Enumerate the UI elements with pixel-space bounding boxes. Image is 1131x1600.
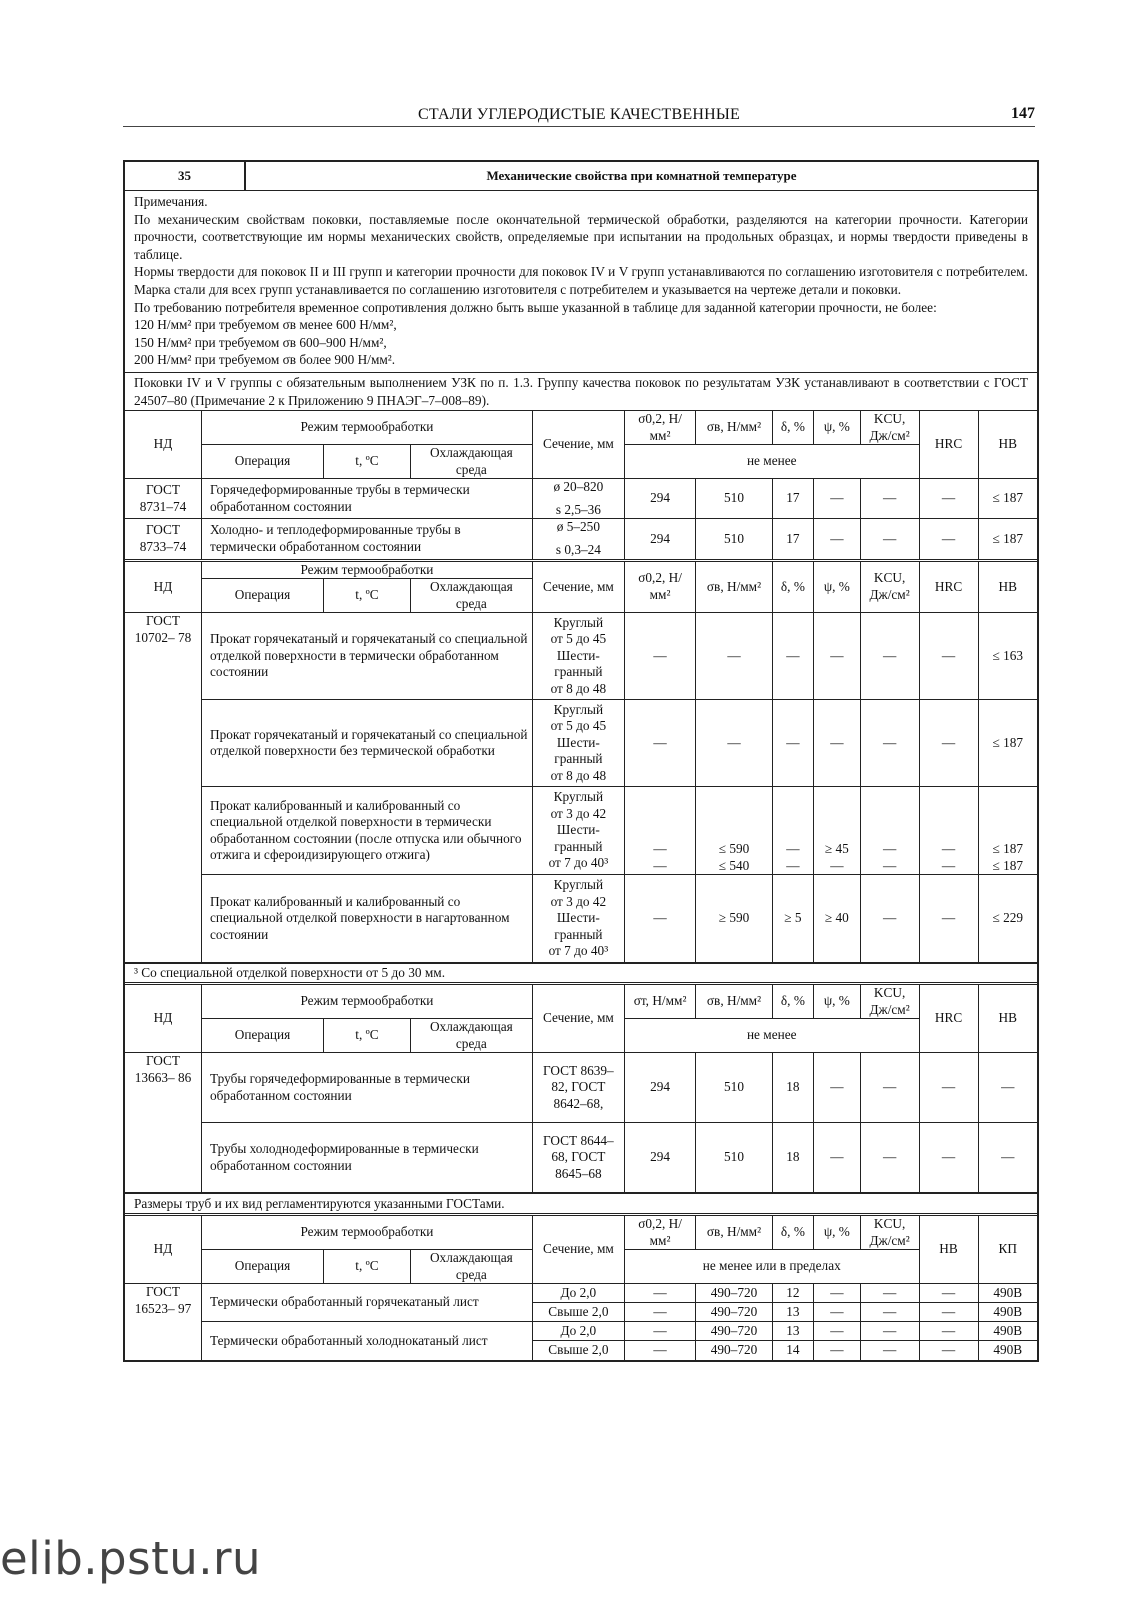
value-cell: —	[624, 700, 695, 787]
operation-cell: Прокат горячекатаный и горячекатаный со специальной отделкой поверхности без термической обработки	[202, 700, 533, 787]
table-rolled-10702	[125, 562, 1037, 965]
value-cell: —	[919, 1123, 978, 1193]
col-mode: Режим термообработки	[202, 985, 533, 1019]
value-cell: 510	[696, 519, 773, 559]
notes-heading: Примечания.	[134, 194, 208, 209]
col-temp: t, ºC	[324, 1250, 411, 1284]
col-medium: Охлаждающая среда	[410, 445, 532, 479]
col-delta: δ, %	[772, 985, 813, 1019]
page-number: 147	[1011, 105, 1035, 122]
value-cell: —	[860, 1284, 919, 1303]
value-cell: —	[978, 1053, 1037, 1123]
value-cell: —	[624, 1284, 695, 1303]
nd-cell: ГОСТ 16523– 97	[125, 1284, 202, 1360]
col-temp: t, ºC	[324, 579, 411, 613]
note-paragraph: По требованию потребителя временное сопротивления должно быть выше указанной в таблице для заданной категории прочности, не более:	[134, 299, 937, 315]
value-cell: 294	[624, 1053, 695, 1123]
value-cell: ≤ 187	[978, 479, 1037, 519]
col-operation: Операция	[202, 1250, 324, 1284]
operation-cell: Трубы горячедеформированные в термически обработанном состоянии	[202, 1053, 533, 1123]
section-cell: ø 20–820 s 2,5–36	[532, 479, 624, 519]
col-delta: δ, %	[772, 562, 813, 613]
col-hb: HB	[978, 411, 1037, 479]
pipes-size-note: Размеры труб и их вид регламентируются указанными ГОСТами.	[125, 1194, 1037, 1216]
col-hb: HB	[978, 985, 1037, 1053]
col-psi: ψ, %	[814, 562, 861, 613]
col-hrc: HRC	[919, 411, 978, 479]
table-pipes-13663	[125, 985, 1037, 1194]
value-cell: —	[860, 875, 919, 963]
operation-cell: Горячедеформированные трубы в термически обработанном состоянии	[202, 479, 533, 519]
section-cell: ГОСТ 8644–68, ГОСТ 8645–68	[532, 1123, 624, 1193]
value-cell: 17	[772, 519, 813, 559]
value-cell: 490В	[978, 1322, 1037, 1341]
value-cell: —	[772, 700, 813, 787]
col-psi: ψ, %	[814, 985, 861, 1019]
value-cell: —	[919, 479, 978, 519]
col-kcu: KCU, Дж/см²	[860, 985, 919, 1019]
col-temp: t, ºC	[324, 1019, 411, 1053]
section-cell: До 2,0	[532, 1322, 624, 1341]
value-cell: —	[624, 1341, 695, 1360]
col-psi: ψ, %	[814, 1216, 861, 1250]
value-cell: —	[919, 613, 978, 700]
value-cell: 490–720	[696, 1322, 773, 1341]
value-cell: 510	[696, 1053, 773, 1123]
section-cell: Круглый от 5 до 45 Шести- гранный от 8 до 48	[532, 613, 624, 700]
value-cell: 294	[624, 519, 695, 559]
value-cell: —	[814, 1322, 861, 1341]
value-cell: ≤ 163	[978, 613, 1037, 700]
value-cell: —	[814, 1053, 861, 1123]
value-cell: ≤ 187 ≤ 187	[978, 787, 1037, 875]
col-mode: Режим термообработки	[202, 411, 533, 445]
value-cell: —	[919, 875, 978, 963]
col-operation: Операция	[202, 445, 324, 479]
nd-cell: ГОСТ 8733–74	[125, 519, 202, 559]
value-cell: 490–720	[696, 1341, 773, 1360]
value-cell: —	[919, 1322, 978, 1341]
value-cell: —	[814, 1303, 861, 1322]
value-cell: 18	[772, 1053, 813, 1123]
footnote: ³ Со специальной отделкой поверхности от 5 до 30 мм.	[125, 964, 1037, 985]
col-kp: КП	[978, 1216, 1037, 1284]
value-cell: 12	[772, 1284, 813, 1303]
value-cell: —	[696, 613, 773, 700]
value-cell: 490В	[978, 1284, 1037, 1303]
note-line: 200 Н/мм² при требуемом σв более 900 Н/мм².	[134, 352, 396, 368]
value-cell: 490В	[978, 1303, 1037, 1322]
value-cell: ≥ 40	[814, 875, 861, 963]
value-cell: —	[814, 1284, 861, 1303]
col-not-less: не менее	[624, 445, 919, 479]
col-hb: HB	[978, 562, 1037, 613]
value-cell: —	[860, 700, 919, 787]
col-kcu: KCU, Дж/см²	[860, 1216, 919, 1250]
value-cell: ≥ 5	[772, 875, 813, 963]
value-cell: —	[860, 613, 919, 700]
value-cell: 294	[624, 479, 695, 519]
value-cell: 18	[772, 1123, 813, 1193]
note-paragraph: Нормы твердости для поковок II и III групп и категории прочности для поковок IV и V групп устанавливаются по соглашению изготовителя с потребителем. Марка стали для всех групп устанавливается по соглашению изготовителя с потребителем и указывается на чертеже детали и поковки.	[134, 264, 1028, 297]
col-delta: δ, %	[772, 1216, 813, 1250]
value-cell: 13	[772, 1303, 813, 1322]
operation-cell: Прокат калиброванный и калиброванный со специальной отделкой поверхности в термически обработанном состоянии (после отпуска или обычного отжига и сфероидизирующего отжига)	[202, 787, 533, 875]
notes-block	[125, 191, 1037, 373]
col-st: σт, Н/мм²	[624, 985, 695, 1019]
col-delta: δ, %	[772, 411, 813, 445]
value-cell: — —	[772, 787, 813, 875]
col-operation: Операция	[202, 1019, 324, 1053]
note-line: 120 Н/мм² при требуемом σв менее 600 Н/мм²,	[134, 317, 397, 333]
section-cell: Круглый от 5 до 45 Шести- гранный от 8 до 48	[532, 700, 624, 787]
col-kcu: KCU, Дж/см²	[860, 411, 919, 445]
value-cell: ≤ 590 ≤ 540	[696, 787, 773, 875]
col-mode: Режим термообработки	[202, 1216, 533, 1250]
col-s02: σ0,2, Н/мм²	[624, 411, 695, 445]
section-cell: Свыше 2,0	[532, 1303, 624, 1322]
col-section: Сечение, мм	[532, 1216, 624, 1284]
value-cell: 490–720	[696, 1284, 773, 1303]
operation-cell: Термически обработанный холоднокатаный лист	[202, 1322, 533, 1360]
value-cell: —	[860, 1053, 919, 1123]
section-title: Механические свойства при комнатной температуре	[486, 168, 797, 183]
nd-cell: ГОСТ 8731–74	[125, 479, 202, 519]
section-cell: ГОСТ 8639–82, ГОСТ 8642–68,	[532, 1053, 624, 1123]
value-cell: —	[814, 700, 861, 787]
value-cell: —	[772, 613, 813, 700]
section-cell: Круглый от 3 до 42 Шести- гранный от 7 до 40³	[532, 787, 624, 875]
properties-frame	[123, 160, 1039, 1362]
operation-cell: Прокат горячекатаный и горячекатаный со специальной отделкой поверхности в термически обработанном состоянии	[202, 613, 533, 700]
nd-cell: ГОСТ 10702– 78	[125, 613, 202, 963]
note-paragraph: По механическим свойствам поковки, поставляемые после окончательной термической обработки, разделяются на категории прочности. Категории прочности, соответствующие им нормы механических свойств, определяемые при испытании на продольных образцах, и нормы твердости приведены в таблице.	[134, 211, 1028, 262]
col-hb: HB	[919, 1216, 978, 1284]
steel-mark: 35	[125, 162, 246, 190]
col-operation: Операция	[202, 579, 324, 613]
col-nd: НД	[125, 1216, 202, 1284]
operation-cell: Термически обработанный горячекатаный лист	[202, 1284, 533, 1322]
value-cell: 294	[624, 1123, 695, 1193]
operation-cell: Холодно- и теплодеформированные трубы в термически обработанном состоянии	[202, 519, 533, 559]
value-cell: —	[919, 1284, 978, 1303]
note-line: 150 Н/мм² при требуемом σв 600–900 Н/мм²,	[134, 334, 387, 350]
col-hrc: HRC	[919, 562, 978, 613]
col-section: Сечение, мм	[532, 562, 624, 613]
value-cell: 13	[772, 1322, 813, 1341]
col-s02: σ0,2, Н/мм²	[624, 562, 695, 613]
col-nd: НД	[125, 411, 202, 479]
value-cell: ≤ 187	[978, 700, 1037, 787]
value-cell: 14	[772, 1341, 813, 1360]
operation-cell: Прокат калиброванный и калиброванный со специальной отделкой поверхности в нагартованном состоянии	[202, 875, 533, 963]
value-cell: —	[860, 479, 919, 519]
value-cell: 17	[772, 479, 813, 519]
value-cell: ≤ 187	[978, 519, 1037, 559]
value-cell: —	[919, 700, 978, 787]
value-cell: —	[919, 519, 978, 559]
value-cell: 490–720	[696, 1303, 773, 1322]
value-cell: —	[814, 1341, 861, 1360]
col-not-less: не менее	[624, 1019, 919, 1053]
running-header	[123, 104, 1035, 127]
value-cell: —	[624, 875, 695, 963]
value-cell: ≥ 45 —	[814, 787, 861, 875]
col-medium: Охлаждающая среда	[410, 579, 532, 613]
col-sv: σв, Н/мм²	[696, 562, 773, 613]
col-sv: σв, Н/мм²	[696, 411, 773, 445]
col-psi: ψ, %	[814, 411, 861, 445]
value-cell: —	[814, 1123, 861, 1193]
col-mode: Режим термообработки	[202, 562, 533, 579]
value-cell: ≤ 229	[978, 875, 1037, 963]
uzk-note: Поковки IV и V группы с обязательным выполнением УЗК по п. 1.3. Группу качества поковок по результатам УЗК устанавливают в соответствии с ГОСТ 24507–80 (Примечание 2 к Приложению 9 ПНАЭГ–7–008–89).	[125, 373, 1037, 411]
value-cell: —	[814, 479, 861, 519]
section-cell: До 2,0	[532, 1284, 624, 1303]
value-cell: —	[860, 1303, 919, 1322]
value-cell: —	[978, 1123, 1037, 1193]
operation-cell: Трубы холоднодеформированные в термически обработанном состоянии	[202, 1123, 533, 1193]
value-cell: —	[860, 1123, 919, 1193]
value-cell: —	[814, 519, 861, 559]
value-cell: —	[919, 1053, 978, 1123]
running-header-title: СТАЛИ УГЛЕРОДИСТЫЕ КАЧЕСТВЕННЫЕ	[418, 106, 740, 123]
value-cell: —	[624, 1303, 695, 1322]
section-cell: Свыше 2,0	[532, 1341, 624, 1360]
value-cell: 490В	[978, 1341, 1037, 1360]
col-sv: σв, Н/мм²	[696, 1216, 773, 1250]
col-nd: НД	[125, 562, 202, 613]
col-section: Сечение, мм	[532, 411, 624, 479]
value-cell: — —	[919, 787, 978, 875]
section-cell: Круглый от 3 до 42 Шести- гранный от 7 до 40³	[532, 875, 624, 963]
col-section: Сечение, мм	[532, 985, 624, 1053]
value-cell: ≥ 590	[696, 875, 773, 963]
section-cell: ø 5–250 s 0,3–24	[532, 519, 624, 559]
col-kcu: KCU, Дж/см²	[860, 562, 919, 613]
col-not-less-or-range: не менее или в пределах	[624, 1250, 919, 1284]
value-cell: —	[860, 1341, 919, 1360]
value-cell: — —	[860, 787, 919, 875]
watermark: elib.pstu.ru	[0, 1532, 262, 1585]
col-hrc: HRC	[919, 985, 978, 1053]
value-cell: —	[624, 613, 695, 700]
value-cell: —	[919, 1303, 978, 1322]
table-sheet-16523	[125, 1216, 1037, 1360]
value-cell: — —	[624, 787, 695, 875]
col-nd: НД	[125, 985, 202, 1053]
col-s02: σ0,2, Н/мм²	[624, 1216, 695, 1250]
col-medium: Охлаждающая среда	[410, 1250, 532, 1284]
col-temp: t, ºC	[324, 445, 411, 479]
col-sv: σв, Н/мм²	[696, 985, 773, 1019]
nd-cell: ГОСТ 13663– 86	[125, 1053, 202, 1193]
col-medium: Охлаждающая среда	[410, 1019, 532, 1053]
value-cell: —	[860, 1322, 919, 1341]
value-cell: —	[624, 1322, 695, 1341]
table-pipes-8731-8733	[125, 411, 1037, 562]
value-cell: —	[860, 519, 919, 559]
value-cell: 510	[696, 479, 773, 519]
value-cell: —	[919, 1341, 978, 1360]
section-bar	[125, 162, 1037, 191]
value-cell: —	[696, 700, 773, 787]
value-cell: 510	[696, 1123, 773, 1193]
value-cell: —	[814, 613, 861, 700]
